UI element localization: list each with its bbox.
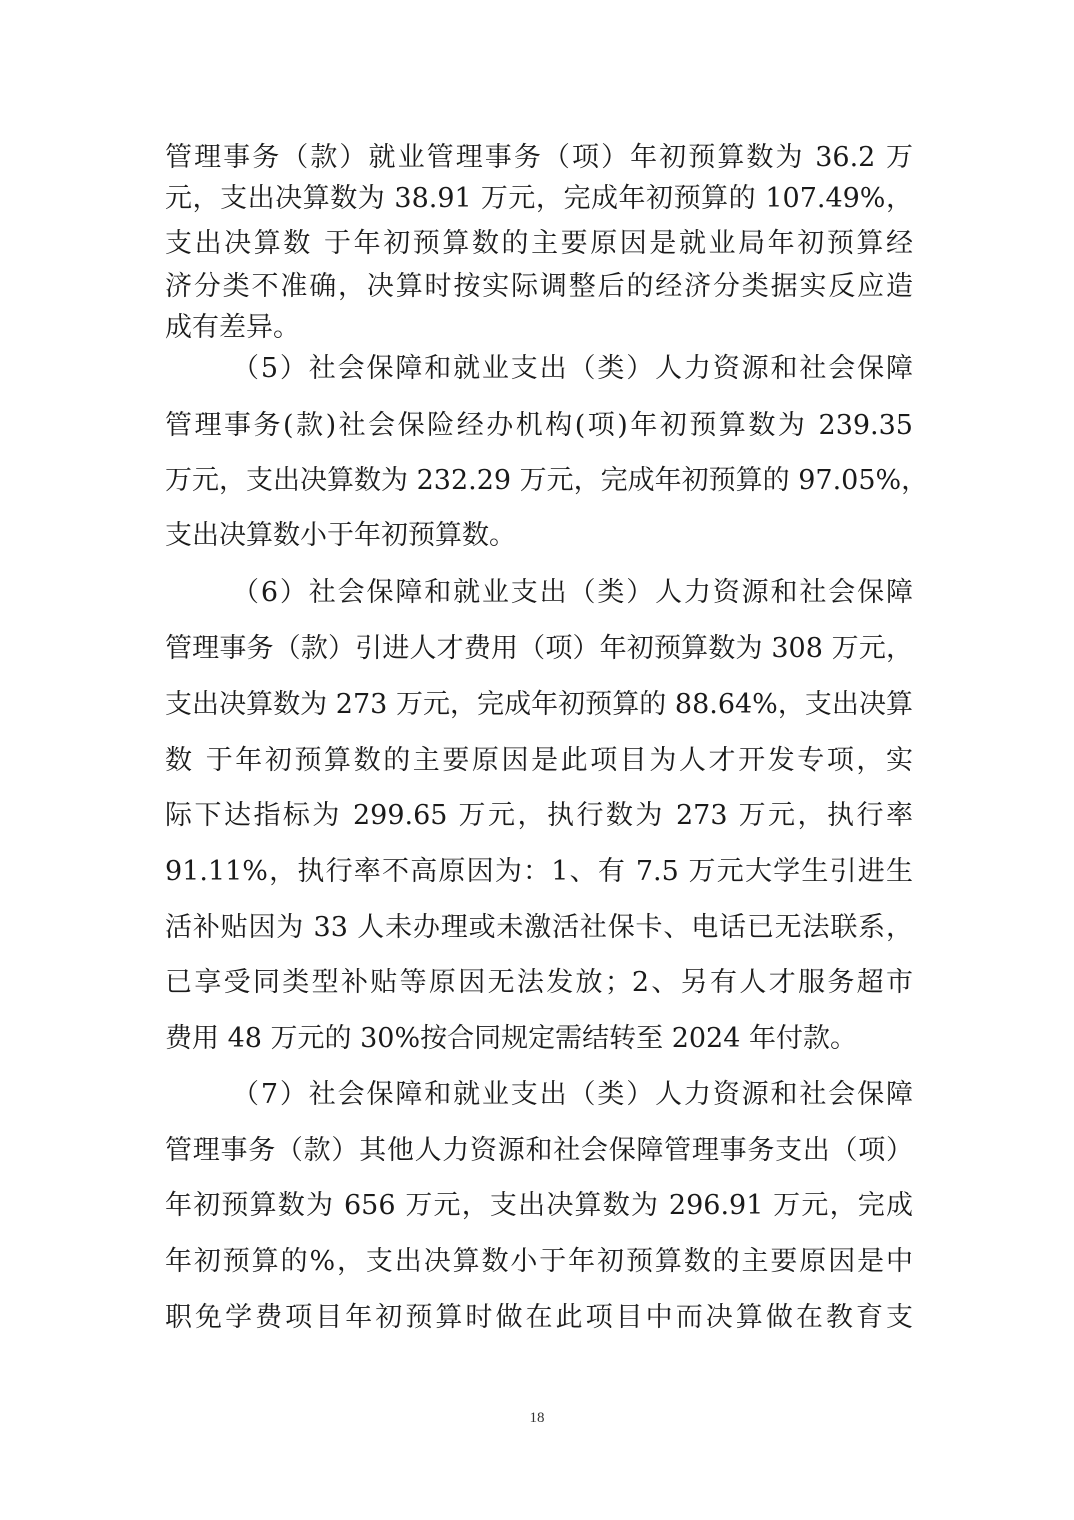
text-line: 管理事务(款)社会保险经办机构(项)年初预算数为 239.35 (165, 410, 913, 441)
text-line: 管理事务（款）其他人力资源和社会保障管理事务支出（项） (165, 1135, 913, 1166)
text-line: 已享受同类型补贴等原因无法发放；2、另有人才服务超市 (165, 967, 913, 998)
text-line: 元，支出决算数为 38.91 万元，完成年初预算的 107.49%， (165, 183, 913, 214)
text-line: 职免学费项目年初预算时做在此项目中而决算做在教育支 (165, 1302, 913, 1333)
text-line: 支出决算数为 273 万元，完成年初预算的 88.64%，支出决算 (165, 689, 913, 720)
paragraph-7-start: （7）社会保障和就业支出（类）人力资源和社会保障 (232, 1079, 913, 1110)
text-line: 支出决算数 于年初预算数的主要原因是就业局年初预算经 (165, 228, 913, 259)
text-line: 91.11%，执行率不高原因为：1、有 7.5 万元大学生引进生 (165, 856, 913, 887)
text-line: 管理事务（款）引进人才费用（项）年初预算数为 308 万元， (165, 633, 913, 664)
text-line: 济分类不准确，决算时按实际调整后的经济分类据实反应造 (165, 271, 913, 302)
text-line: 年初预算数为 656 万元，支出决算数为 296.91 万元，完成 (165, 1190, 913, 1221)
text-line: 管理事务（款）就业管理事务（项）年初预算数为 36.2 万 (165, 142, 913, 173)
text-line: 年初预算的%，支出决算数小于年初预算数的主要原因是中 (165, 1246, 913, 1277)
text-line: 数 于年初预算数的主要原因是此项目为人才开发专项，实 (165, 745, 913, 776)
text-line: 费用 48 万元的 30%按合同规定需结转至 2024 年付款。 (165, 1023, 857, 1054)
text-line: 际下达指标为 299.65 万元，执行数为 273 万元，执行率 (165, 800, 913, 831)
text-line: 支出决算数小于年初预算数。 (165, 520, 516, 551)
text-line: 成有差异。 (165, 312, 300, 343)
paragraph-5-start: （5）社会保障和就业支出（类）人力资源和社会保障 (232, 353, 913, 384)
paragraph-6-start: （6）社会保障和就业支出（类）人力资源和社会保障 (232, 577, 913, 608)
text-line: 活补贴因为 33 人未办理或未激活社保卡、电话已无法联系， (165, 912, 913, 943)
page-number: 18 (529, 1410, 545, 1426)
text-line: 万元，支出决算数为 232.29 万元，完成年初预算的 97.05%， (165, 465, 929, 496)
